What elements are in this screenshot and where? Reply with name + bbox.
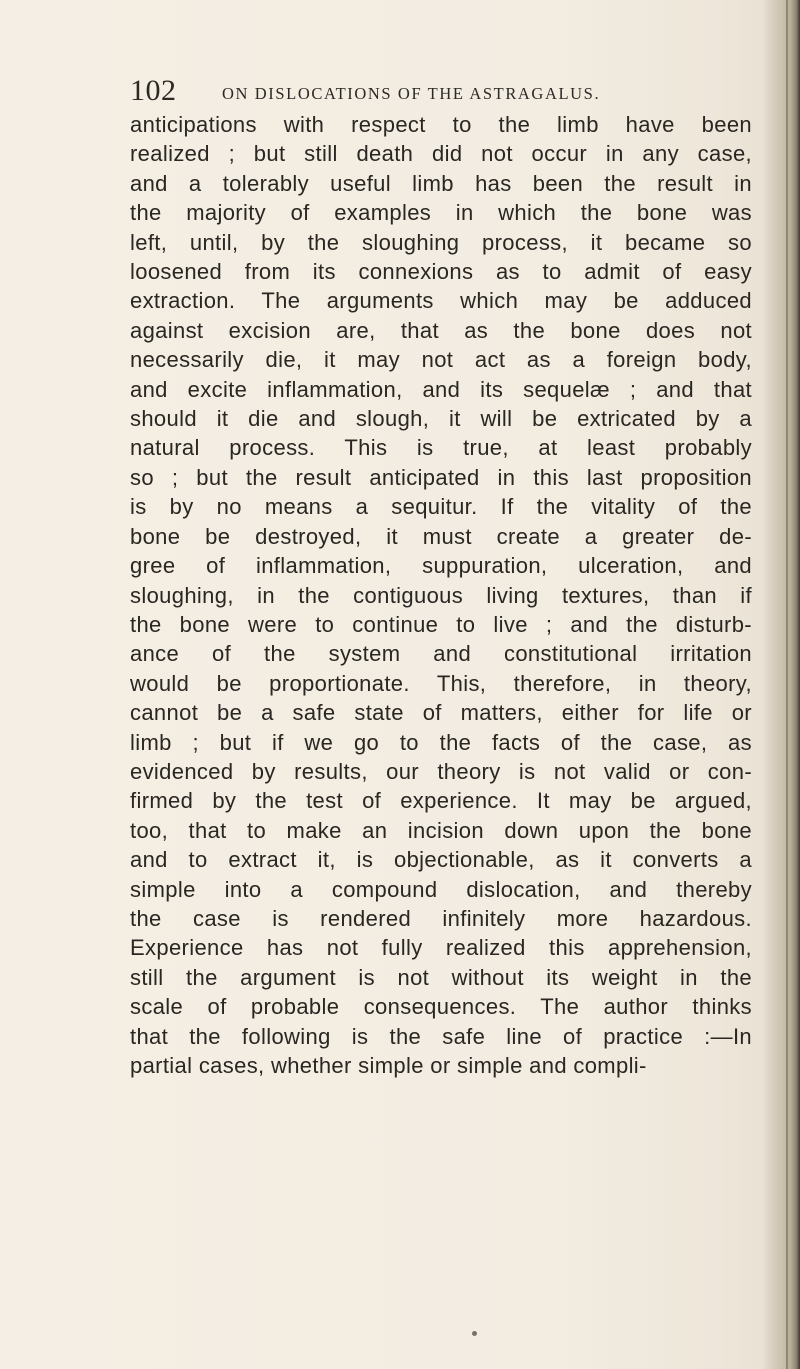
body-paragraph — [130, 110, 752, 1080]
text-line: scale of probable consequences. The author thinks — [130, 994, 752, 1020]
text-line: is by no means a sequitur. If the vitality of the — [130, 494, 752, 520]
text-line: evidenced by results, our theory is not valid or con- — [130, 758, 752, 784]
text-line: sloughing, in the contiguous living textures, than if — [130, 582, 752, 608]
text-line: gree of inflammation, suppuration, ulceration, and — [130, 553, 752, 579]
page-header — [130, 70, 750, 110]
text-line: and to extract it, is objectionable, as it converts a — [130, 847, 752, 873]
text-line: too, that to make an incision down upon the bone — [130, 817, 752, 843]
text-line: natural process. This is true, at least probably — [130, 435, 752, 461]
text-line: the bone were to continue to live ; and the disturb- — [130, 611, 752, 637]
page-edge-line — [786, 0, 788, 1369]
text-line: partial cases, whether simple or simple and compli- — [130, 1053, 647, 1078]
text-line: ance of the system and constitutional irritation — [130, 641, 752, 667]
text-line: and excite inflammation, and its sequelæ ; and that — [130, 376, 752, 402]
text-line: extraction. The arguments which may be adduced — [130, 288, 752, 314]
text-line: that the following is the safe line of practice :—In — [130, 1023, 752, 1049]
text-line: simple into a compound dislocation, and thereby — [130, 876, 752, 902]
text-line: anticipations with respect to the limb have been — [130, 112, 752, 137]
text-line: and a tolerably useful limb has been the result in — [130, 170, 752, 196]
text-line: left, until, by the sloughing process, it became so — [130, 229, 752, 255]
text-line: limb ; but if we go to the facts of the case, as — [130, 729, 752, 755]
page-gutter-shadow — [762, 0, 800, 1369]
text-line: against excision are, that as the bone does not — [130, 317, 752, 343]
text-line: bone be destroyed, it must create a greater de- — [130, 523, 752, 549]
text-line: firmed by the test of experience. It may be argued, — [130, 788, 752, 814]
page-number: 102 — [130, 74, 177, 107]
text-line: Experience has not fully realized this apprehension, — [130, 935, 752, 961]
text-line: would be proportionate. This, therefore, in theory, — [130, 670, 752, 696]
text-line: necessarily die, it may not act as a foreign body, — [130, 347, 752, 373]
text-line: so ; but the result anticipated in this last proposition — [130, 464, 752, 490]
running-title: ON DISLOCATIONS OF THE ASTRAGALUS. — [222, 84, 601, 103]
text-line: cannot be a safe state of matters, either for life or — [130, 700, 752, 726]
text-line: still the argument is not without its weight in the — [130, 964, 752, 990]
text-line: the case is rendered infinitely more hazardous. — [130, 905, 752, 931]
text-line: realized ; but still death did not occur in any case, — [130, 141, 752, 167]
text-line: should it die and slough, it will be extricated by a — [130, 406, 752, 432]
text-line: the majority of examples in which the bone was — [130, 200, 752, 226]
text-line: loosened from its connexions as to admit of easy — [130, 259, 752, 285]
paper-speck — [472, 1331, 477, 1336]
